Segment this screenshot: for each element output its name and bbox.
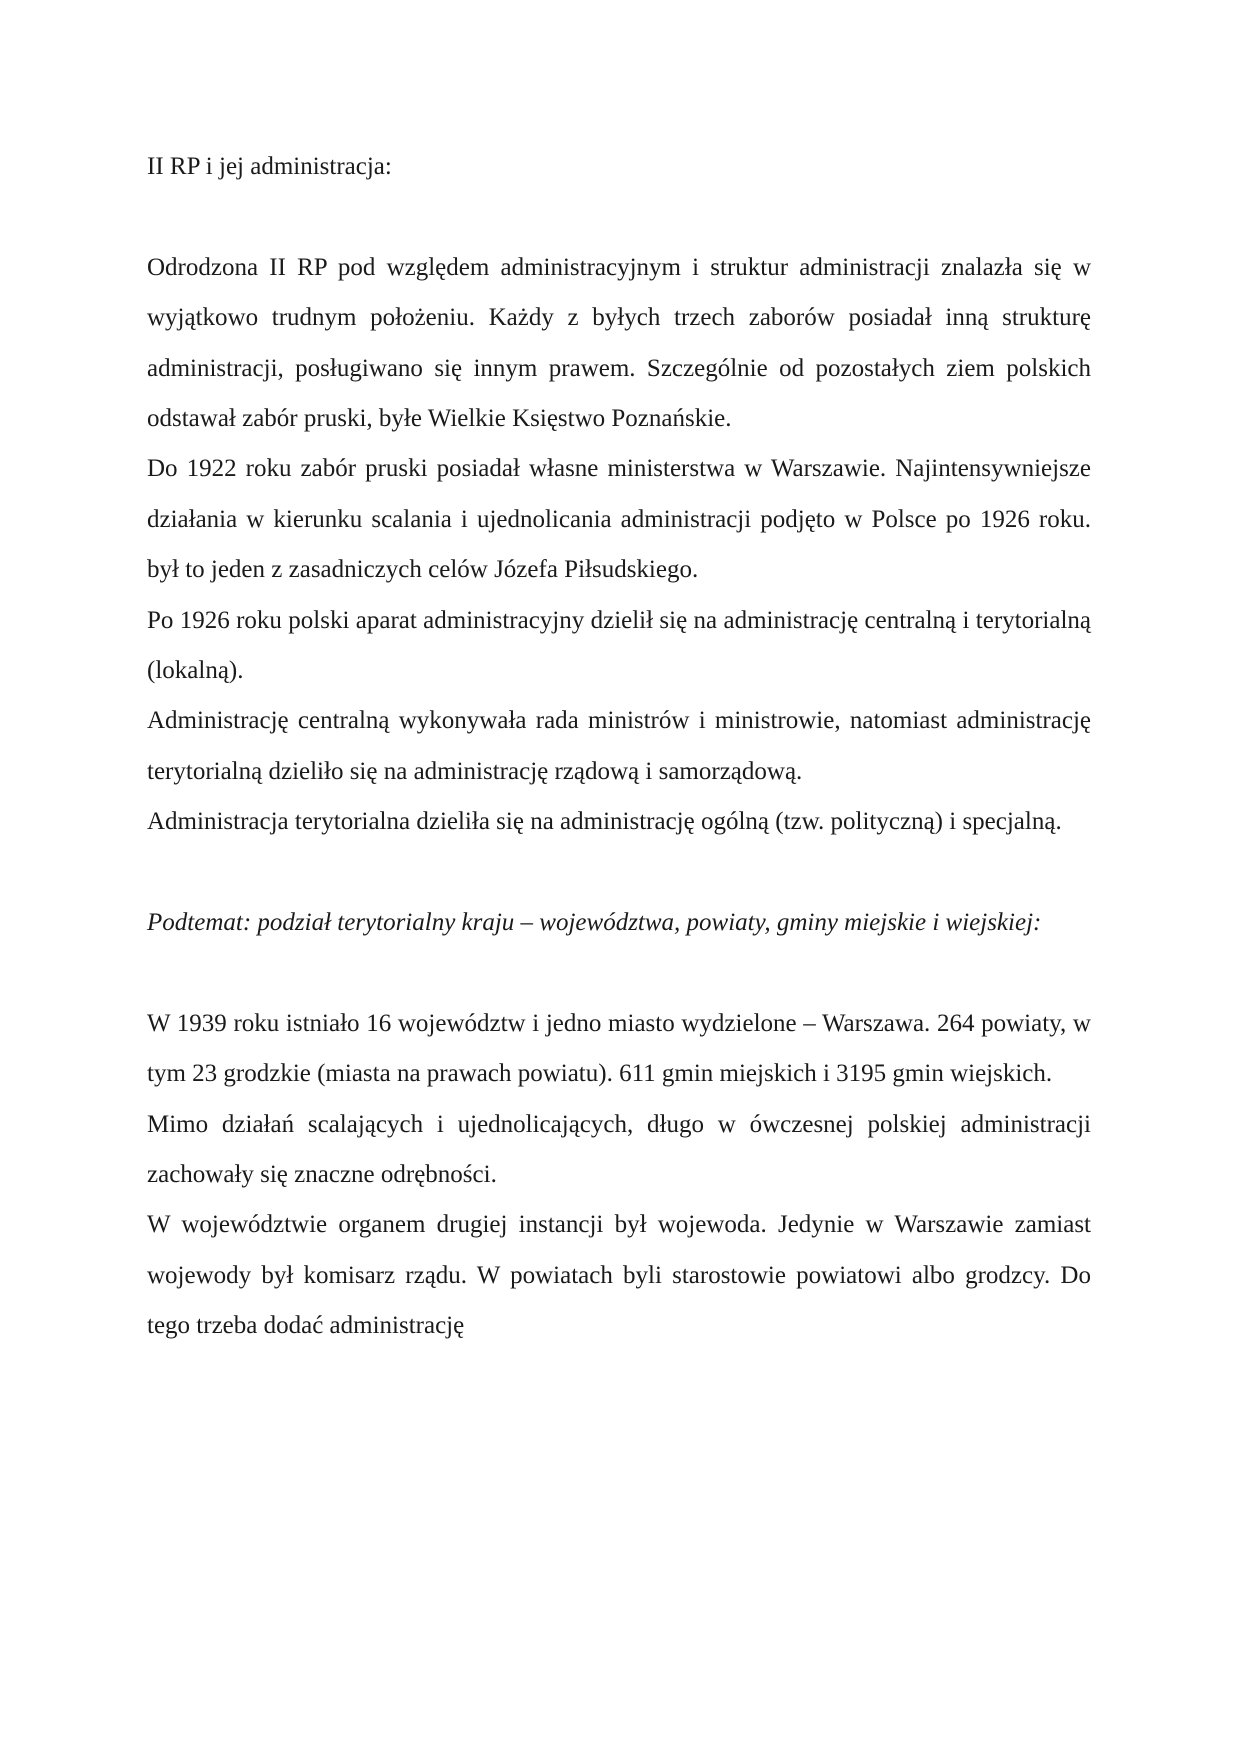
paragraph: Administrację centralną wykonywała rada ministrów i ministrowie, natomiast administrację terytorialną dzieliło się na administrację rządową i samorządową. bbox=[147, 707, 1091, 785]
paragraph: Administracja terytorialna dzieliła się na administrację ogólną (tzw. polityczną) i specjalną. bbox=[147, 808, 1062, 836]
document-body bbox=[147, 142, 1091, 1352]
blank-line bbox=[147, 848, 1091, 898]
paragraph: Odrodzona II RP pod względem administracyjnym i struktur administracji znalazła się w wyjątkowo trudnym położeniu. Każdy z byłych trzech zaborów posiadał inną strukturę administracji, posługiwano się innym prawem. Szczególnie od pozostałych ziem polskich odstawał zabór pruski, byłe Wielkie Księstwo Poznańskie. bbox=[147, 253, 1091, 433]
document-title: II RP i jej administracja: bbox=[147, 153, 392, 180]
blank-line bbox=[147, 192, 1091, 242]
paragraph: Po 1926 roku polski aparat administracyjny dzielił się na administrację centralną i terytorialną (lokalną). bbox=[147, 606, 1091, 685]
blank-line bbox=[147, 948, 1091, 998]
paragraph: W województwie organem drugiej instancji był wojewoda. Jedynie w Warszawie zamiast wojewody był komisarz rządu. W powiatach byli starostowie powiatowi albo grodzcy. Do tego trzeba dodać administrację bbox=[147, 1211, 1091, 1340]
paragraph: W 1939 roku istniało 16 województw i jedno miasto wydzielone – Warszawa. 264 powiaty, w tym 23 grodzkie (miasta na prawach powiatu). 611 gmin miejskich i 3195 gmin wiejskich. bbox=[147, 1009, 1091, 1088]
section-subtitle: Podtemat: podział terytorialny kraju – województwa, powiaty, gminy miejskie i wiejskiej: bbox=[147, 909, 1042, 937]
paragraph: Mimo działań scalających i ujednolicających, długo w ówczesnej polskiej administracji zachowały się znaczne odrębności. bbox=[147, 1110, 1091, 1189]
paragraph: Do 1922 roku zabór pruski posiadał własne ministerstwa w Warszawie. Najintensywniejsze działania w kierunku scalania i ujednolicania administracji podjęto w Polsce po 1926 roku. był to jeden z zasadniczych celów Józefa Piłsudskiego. bbox=[147, 455, 1091, 584]
